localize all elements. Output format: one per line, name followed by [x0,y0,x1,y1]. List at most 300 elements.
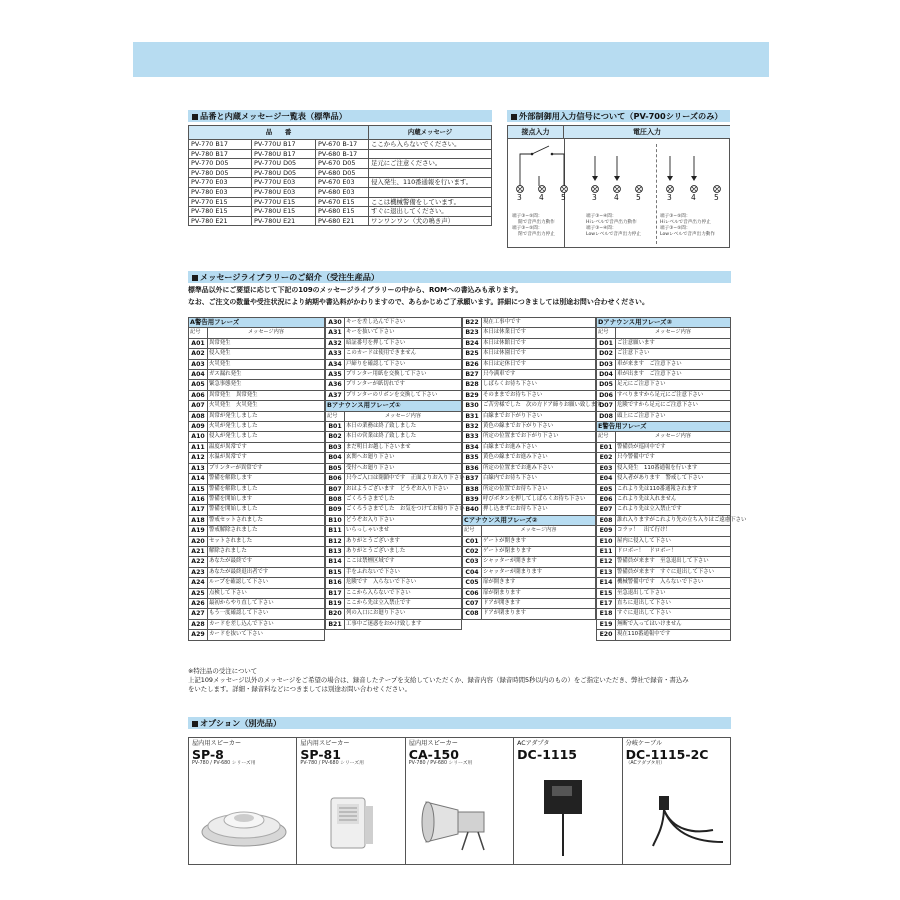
code-cell: E11 [597,546,616,556]
code-cell: B14 [326,557,345,567]
message-cell: 只今警備中です [616,453,731,463]
model-cell: PV-680 E03 [316,187,369,197]
table-row [189,159,492,169]
voltage-input-title: 電圧入力 [564,126,730,139]
library-row [189,567,325,577]
library-row [597,390,731,400]
model-cell: PV-780 D05 [189,168,252,178]
model-cell: PV-770 E15 [189,197,252,207]
code-cell: E13 [597,567,616,577]
library-row [189,453,325,463]
library-row [597,609,731,619]
message-cell: ここから入らないでください。 [369,140,492,150]
library-row [326,432,462,442]
library-row [597,338,731,348]
library-row [189,619,325,629]
model-cell: PV-780 E15 [189,207,252,217]
library-row [326,349,462,359]
library-row [597,588,731,598]
library-row [463,442,596,452]
code-cell: E07 [597,505,616,515]
message-cell: 本日は休業日です [482,328,596,338]
library-row [326,557,462,567]
note-line: 開で音声出力動作 [518,220,555,225]
message-cell: メッセージ内容 [208,328,325,338]
code-cell: 記号 [189,328,208,338]
library-row [326,338,462,348]
option-name: DC-1115-2C [625,747,709,762]
code-cell: A03 [189,359,208,369]
note-line: ※特注品の受注について [188,667,258,675]
library-row [189,390,325,400]
library-row [597,359,731,369]
contact-switch [532,146,549,154]
library-row [463,588,596,598]
code-cell: B26 [463,359,482,369]
code-cell: C06 [463,588,482,598]
code-cell: B29 [463,390,482,400]
section-title: メッセージライブラリーのご紹介（受注生産品） [200,272,380,282]
note-line: 端子③−④間： [586,226,617,231]
square-bullet-icon [511,114,517,120]
message-cell: 本日の営業は終了致しました [345,432,462,442]
library-row [189,370,325,380]
note-line: 端子③−⑤間： [512,226,543,231]
library-row [189,630,325,640]
code-cell: B23 [463,328,482,338]
pin-label: 4 [691,193,696,202]
square-bullet-icon [192,721,198,727]
option-compatibility: PV-780 / PV-680 シリーズ用 [300,761,364,766]
message-cell: これより先は110番通報されます [616,484,731,494]
message-cell: 危険ですから足元にご注意下さい [616,401,731,411]
message-cell: 異常が発生しました [208,411,325,421]
group-title: Cアナウンス用フレーズ② [463,515,596,525]
code-cell: B22 [463,318,482,328]
note-line: Hiレベルで音声出力動作 [586,220,637,225]
library-row [463,598,596,608]
contact-wire [520,154,564,186]
library-intro-line: 標準品以外にご要望に応じて下記の109のメッセージライブラリーの中から、ROMへの書込みも承ります。 [188,286,523,294]
library-row [326,526,462,536]
message-cell: ループを確認して下さい [208,578,325,588]
voltage-wire [670,156,694,180]
message-cell: 水温が異常です [208,453,325,463]
code-cell: D02 [597,349,616,359]
message-cell: ドアが開きます [482,598,596,608]
library-row [463,390,596,400]
code-cell: B21 [326,619,345,629]
note-line: 端子③−④間： [586,214,617,219]
pin-label: 3 [592,193,597,202]
model-cell: PV-770U E15 [252,197,316,207]
code-cell: A12 [189,453,208,463]
code-cell: B36 [463,463,482,473]
model-cell: PV-770 B17 [189,140,252,150]
arrow-icon [592,176,697,181]
library-row [597,442,731,452]
code-cell: B31 [463,411,482,421]
model-cell: PV-670 D05 [316,159,369,169]
library-row [597,567,731,577]
library-row [597,536,731,546]
code-cell: B28 [463,380,482,390]
code-cell: A31 [326,328,345,338]
code-cell: A26 [189,598,208,608]
message-cell: 現在工事中です [482,318,596,328]
code-cell: A02 [189,349,208,359]
message-cell: 警備を開始しました [208,505,325,515]
code-cell: A25 [189,588,208,598]
message-cell: 緊急事態発生 [208,380,325,390]
option-category: 屋内用スピーカー [300,740,350,747]
option-dc-1115 [514,738,622,865]
group-title: A警告用フレーズ [189,318,325,328]
message-cell: 警備を解除します [208,474,325,484]
library-row [463,411,596,421]
square-bullet-icon [192,275,198,281]
message-cell: 暗証番号を押して下さい [345,338,462,348]
option-sp-8 [189,738,297,865]
code-cell: A17 [189,505,208,515]
message-cell: 誰れ入りますがこれより先の立ち入りはご遠慮下さい [616,515,731,525]
message-cell: プリンターが紙切れです [345,380,462,390]
code-cell: B07 [326,484,345,494]
library-row [326,380,462,390]
note-line: 上記109メッセージ以外のメッセージをご希望の場合は、録音したテープを支給していただくか、録音内容（録音時間5秒以内のもの）をご指定いただき、弊社で録音・書込み [188,676,689,685]
library-row [597,484,731,494]
code-cell: C04 [463,567,482,577]
library-group-header [597,422,731,432]
code-cell: B11 [326,526,345,536]
message-cell: 至急退出して下さい [616,588,731,598]
pin-label: 3 [667,193,672,202]
code-cell: A19 [189,526,208,536]
code-cell: 記号 [326,411,345,421]
library-row [326,359,462,369]
message-cell: 玄関へお廻り下さい [345,453,462,463]
model-cell: PV-770 D05 [189,159,252,169]
message-cell: 現在110番通報中です [616,630,731,640]
code-cell: B02 [326,432,345,442]
column-header-message: 内蔵メッセージ [369,126,492,140]
library-row [189,349,325,359]
library-row [463,432,596,442]
model-cell: PV-680 E21 [316,216,369,226]
code-cell: B06 [326,474,345,484]
library-row [189,598,325,608]
code-cell: A24 [189,578,208,588]
table-row [189,178,492,188]
voltage-wire [595,156,617,180]
voltage-note-2 [660,214,715,238]
code-cell: A36 [326,380,345,390]
table-row [189,216,492,226]
code-cell: B40 [463,505,482,515]
message-cell [369,187,492,197]
message-cell [369,168,492,178]
model-cell: PV-770 E03 [189,178,252,188]
message-cell: ここは禁煙区域です [345,557,462,567]
code-cell: B16 [326,578,345,588]
library-row [597,515,731,525]
library-row [463,453,596,463]
library-row [597,526,731,536]
table-row [189,140,492,150]
code-cell: A05 [189,380,208,390]
code-cell: A29 [189,630,208,640]
message-cell: 危険です 入らないで下さい [345,578,462,588]
section-title: オプション（別売品） [200,718,282,728]
library-row [326,318,462,328]
library-row [189,474,325,484]
message-cell: 本日は定休日です [482,359,596,369]
code-cell: A22 [189,557,208,567]
message-cell: 異常発生 [208,338,325,348]
library-row [326,463,462,473]
message-cell: ドロボー！ ドロボー！ [616,546,731,556]
voltage-note-1 [586,214,641,238]
library-row [326,390,462,400]
library-column-header [597,432,731,442]
message-cell: メッセージ内容 [345,411,462,421]
code-cell: B15 [326,567,345,577]
code-cell: B25 [463,349,482,359]
library-row [597,494,731,504]
table-row [189,207,492,217]
message-cell: このカードは使用できません [345,349,462,359]
code-cell: E01 [597,442,616,452]
model-cell: PV-780U E21 [252,216,316,226]
code-cell: D03 [597,359,616,369]
code-cell: E14 [597,578,616,588]
library-row [189,505,325,515]
options-table [188,737,731,865]
library-row [326,494,462,504]
code-cell: E09 [597,526,616,536]
library-row [189,422,325,432]
message-cell: これより先は入れません [616,494,731,504]
code-cell: B13 [326,546,345,556]
pin-label: 4 [539,193,544,202]
library-row [189,526,325,536]
message-cell: 押し込まずにお待ち下さい [482,505,596,515]
message-cell: 足元にご注意ください。 [369,159,492,169]
library-row [463,484,596,494]
library-row [597,349,731,359]
library-column-header [326,411,462,421]
message-cell: ワンワンワン（犬の鳴き声） [369,216,492,226]
code-cell: B09 [326,505,345,515]
message-cell: 異常発生 異常発生 [208,390,325,400]
option-dc-1115-2c [622,738,730,865]
library-row [326,370,462,380]
code-cell: A01 [189,338,208,348]
library-row [597,411,731,421]
code-cell: B33 [463,432,482,442]
note-line: 端子③−⑤間： [660,214,691,219]
message-cell: 手をふれないで下さい [345,567,462,577]
library-row [326,484,462,494]
message-cell: 侵入発生 110番通報を行います [616,463,731,473]
model-cell: PV-780U B17 [252,149,316,159]
code-cell: B37 [463,474,482,484]
message-cell: 点検して下さい [208,588,325,598]
library-row [189,588,325,598]
code-cell: B01 [326,422,345,432]
message-cell: カードを抜いて下さい [208,630,325,640]
library-table-d [596,317,747,641]
code-cell: B17 [326,588,345,598]
pin-label: 3 [517,193,522,202]
ceiling-speaker-icon [197,794,292,854]
code-cell: B10 [326,515,345,525]
model-cell: PV-680 B-17 [316,149,369,159]
message-cell: プリンターのリボンを交換して下さい [345,390,462,400]
message-cell: 所定の位置でお待ち下さい [482,484,596,494]
message-cell: もう一度確認して下さい [208,609,325,619]
library-row [189,515,325,525]
code-cell: B19 [326,598,345,608]
message-cell: 扉が開きます [482,578,596,588]
message-cell: キーを差し込んで下さい [345,318,462,328]
table-row [189,187,492,197]
code-cell: A08 [189,411,208,421]
library-row [597,463,731,473]
message-cell: 列の入口にお廻り下さい [345,609,462,619]
library-table-c [462,317,602,620]
code-cell: A34 [326,359,345,369]
code-cell: E10 [597,536,616,546]
option-ca-150 [405,738,513,865]
note-line: 閉で音声出力停止 [518,232,555,237]
option-compatibility: PV-780 / PV-680 シリーズ用 [192,761,256,766]
option-category: 分岐ケーブル [625,740,663,747]
message-cell: 火災発生 火災発生 [208,401,325,411]
branch-cable-icon [643,790,733,854]
code-cell: A30 [326,318,345,328]
code-cell: A28 [189,619,208,629]
model-cell: PV-670 E15 [316,197,369,207]
code-cell: A07 [189,401,208,411]
model-cell: PV-770U B17 [252,140,316,150]
message-cell: メッセージ内容 [616,328,731,338]
message-cell: コラッ！ 出て行け！ [616,526,731,536]
code-cell: E02 [597,453,616,463]
section-title: 外部制御用入力信号について（PV-700シリーズのみ） [519,111,723,121]
code-cell: C08 [463,609,482,619]
model-cell: PV-670 E03 [316,178,369,188]
message-cell: 頭上にご注意下さい [616,411,731,421]
model-cell: PV-680 D05 [316,168,369,178]
message-cell: ここは機械警備をしています。 [369,197,492,207]
code-cell: E18 [597,609,616,619]
library-group-header [597,318,731,328]
code-cell: A06 [189,390,208,400]
message-cell: ありがとうございました [345,546,462,556]
contact-note [512,214,555,238]
library-row [463,494,596,504]
group-title: Dアナウンス用フレーズ③ [597,318,731,328]
code-cell: B34 [463,442,482,452]
option-category: 屋内用スピーカー [408,740,458,747]
top-banner [133,42,769,77]
code-cell: E03 [597,463,616,473]
message-cell: 温度が異常です [208,442,325,452]
message-cell: まだ明日お越し下さいませ [345,442,462,452]
library-row [326,567,462,577]
message-cell: あなたが最終です [208,557,325,567]
library-row [189,442,325,452]
section-header-options [188,717,731,729]
library-row [463,338,596,348]
option-category: ACアダプタ [517,740,550,747]
product-table [188,125,492,226]
library-group-header [326,401,462,411]
message-cell: ここから先は立入禁止です [345,598,462,608]
code-cell: E04 [597,474,616,484]
message-cell: 警備を解除しました [208,484,325,494]
model-cell: PV-780U D05 [252,168,316,178]
message-cell: 所定の位置までお下がり下さい [482,432,596,442]
table-row [189,168,492,178]
message-cell: あなたが最終退出者です [208,567,325,577]
message-cell: 直ちに退出して下さい [616,598,731,608]
library-row [597,505,731,515]
group-title: Bアナウンス用フレーズ① [326,401,462,411]
message-cell: ここから入らないで下さい [345,588,462,598]
library-row [326,442,462,452]
message-cell: ゲートが閉まります [482,546,596,556]
code-cell: A13 [189,463,208,473]
message-cell: ご注意願います [616,338,731,348]
library-group-header [189,318,325,328]
option-name: SP-8 [192,747,224,762]
code-cell: A35 [326,370,345,380]
code-cell: B08 [326,494,345,504]
code-cell: A23 [189,567,208,577]
message-cell: 火災が発生しました [208,422,325,432]
library-intro-line: なお、ご注文の数量や受注状況により納期や書込料がかわりますので、あらかじめご了承願います。詳細につきましては別途お問い合わせください。 [188,298,649,306]
message-cell: 工事中ご迷惑をおかけ致します [345,619,462,629]
model-cell: PV-670 B-17 [316,140,369,150]
message-cell: どうぞお入り下さい [345,515,462,525]
library-row [463,380,596,390]
library-row [189,401,325,411]
library-row [463,505,596,515]
library-row [463,370,596,380]
code-cell: A11 [189,442,208,452]
note-line: Lowレベルで音声出力停止 [586,232,641,237]
library-row [326,546,462,556]
library-row [326,588,462,598]
library-row [463,474,596,484]
message-cell: ドアが閉まります [482,609,596,619]
note-line: をいたします。詳細・録音料などにつきましては別途お問い合わせください。 [188,685,412,694]
message-cell: 無断で入ってはいけません [616,619,731,629]
code-cell: E15 [597,588,616,598]
message-cell: キーを抜いて下さい [345,328,462,338]
code-cell: D04 [597,370,616,380]
message-cell: 扉が閉まります [482,588,596,598]
message-cell: メッセージ内容 [482,526,596,536]
code-cell: E20 [597,630,616,640]
code-cell: A32 [326,338,345,348]
library-row [326,422,462,432]
message-cell: 侵入発生 [208,349,325,359]
library-row [463,557,596,567]
code-cell: A37 [326,390,345,400]
